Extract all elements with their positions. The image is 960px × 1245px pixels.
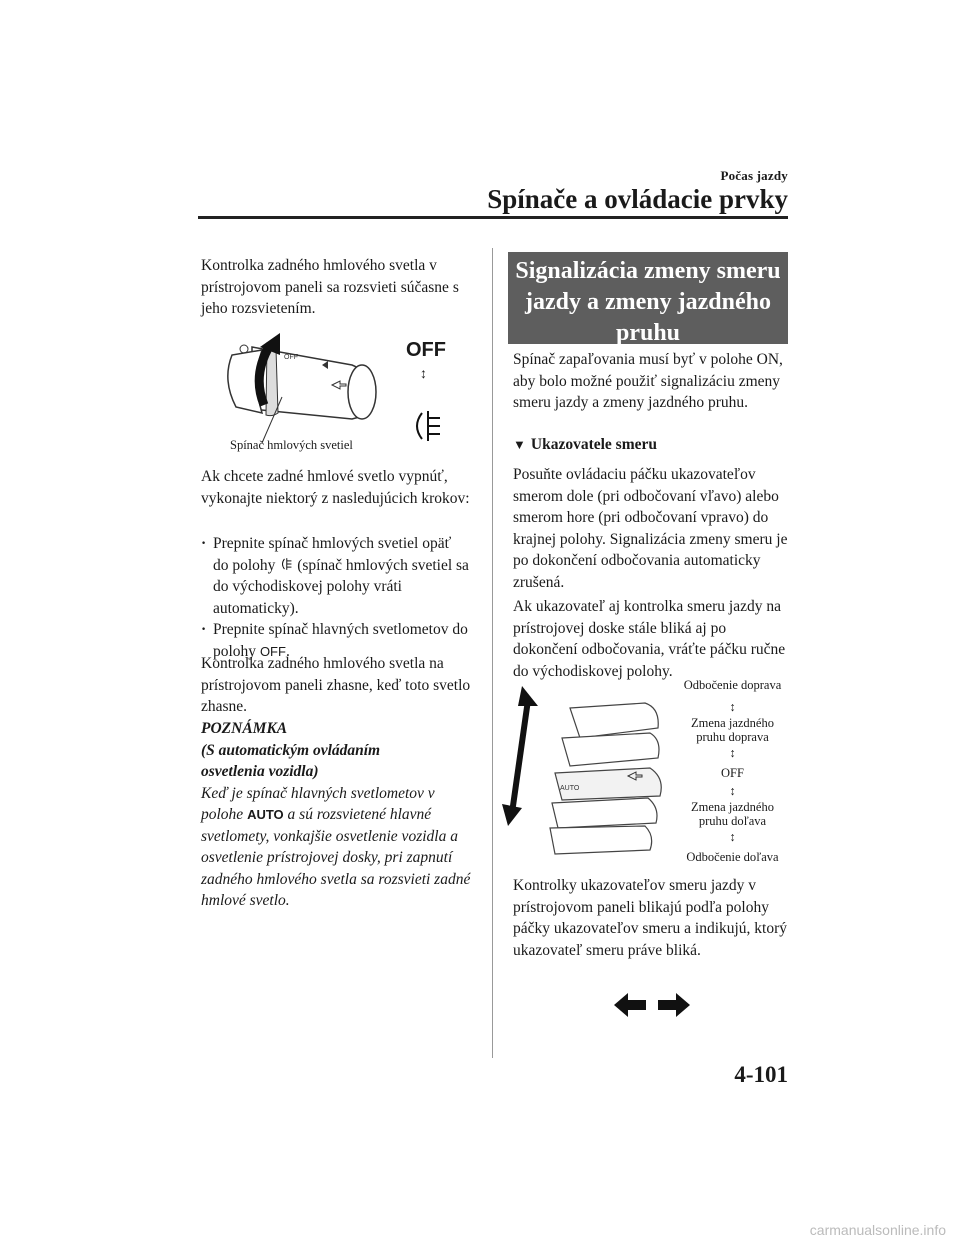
arrow-1: ↕ <box>729 700 736 714</box>
right-paragraph-3: Ak ukazovateľ aj kontrolka smeru jazdy na prístrojovej doske stále bliká aj po dokončení odbočovania, vráťte páčku ručne do východiskovej polohy. <box>513 598 786 680</box>
fig1-caption: Spínač hmlových svetiel <box>230 438 353 452</box>
turn-signal-figure <box>500 678 790 868</box>
note-sub-2: osvetlenia vozidla) <box>201 763 319 780</box>
page-number: 4-101 <box>734 1062 788 1087</box>
note-block <box>201 718 476 912</box>
rear-fog-light-icon <box>408 409 444 443</box>
note-sub-1: (S automatickým ovládaním <box>201 741 381 759</box>
label-lane-left: Zmena jazdného pruhu doľava <box>691 800 774 828</box>
arrow-4: ↕ <box>729 830 736 844</box>
fig1-off-label: OFF <box>406 339 446 361</box>
subheading-turn-signals: ▼ Ukazovatele smeru <box>513 436 657 453</box>
watermark: carmanualsonline.info <box>809 1222 946 1238</box>
rear-fog-inline-icon <box>279 557 293 571</box>
off-steps-list <box>201 533 469 662</box>
triangle-bullet-icon: ▼ <box>513 437 526 452</box>
right-paragraph-2: Posuňte ovládaciu páčku ukazovateľov smerom dole (pri odbočovaní vľavo) alebo smerom hore (pri odbočovaní vpravo) do krajnej polohy. Signalizácia zmeny smeru je po dokončení odbočovania automaticky zrušená. <box>513 466 788 591</box>
header-rule <box>198 216 788 219</box>
left-paragraph-2: Ak chcete zadné hmlové svetlo vypnúť, vykonajte niektorý z nasledujúcich krokov: <box>201 468 470 507</box>
list-item: · Prepnite spínač hmlových svetiel opäť do polohy (spínač hmlových svetiel sa do východiskovej polohy vráti automaticky). <box>201 533 469 619</box>
running-header-section: Počas jazdy <box>720 168 788 183</box>
svg-text:OFF: OFF <box>284 354 298 361</box>
fig1-updown-arrow: ↕ <box>420 367 427 382</box>
svg-text:AUTO: AUTO <box>560 785 580 792</box>
section-title-box: Signalizácia zmeny smeru jazdy a zmeny jazdného pruhu <box>508 252 788 344</box>
right-paragraph-1: Spínač zapaľovania musí byť v polohe ON, aby bolo možné použiť signalizáciu zmeny smeru jazdy a zmeny jazdného pruhu. <box>513 351 783 411</box>
note-title: POZNÁMKA <box>201 720 288 737</box>
label-turn-left: Odbočenie doľava <box>686 850 779 864</box>
arrow-3: ↕ <box>729 784 736 798</box>
turn-signal-illustration <box>500 678 670 868</box>
fog-switch-figure <box>222 325 462 460</box>
arrow-2: ↕ <box>729 746 736 760</box>
label-lane-right: Zmena jazdného pruhu doprava <box>691 716 774 744</box>
list-item: · Prepnite spínač hlavných svetlometov do polohy OFF. <box>201 619 469 662</box>
running-header-title: Spínače a ovládacie prvky <box>487 184 788 214</box>
note-body: Keď je spínač hlavných svetlometov v polohe AUTO a sú rozsvietené hlavné svetlomety, vonkajšie osvetlenie vozidla a osvetlenie prístrojovej dosky, pri zapnutí zadného hmlového svetla sa rozsvieti zadné hmlové svetlo. <box>201 784 471 909</box>
label-off: OFF <box>721 766 744 780</box>
turn-signal-arrows-icon <box>612 990 692 1020</box>
label-turn-right: Odbočenie doprava <box>683 678 782 692</box>
column-divider <box>492 248 493 1058</box>
left-paragraph-1: Kontrolka zadného hmlového svetla v prístrojovom paneli sa rozsvieti súčasne s jeho rozsvietením. <box>201 257 459 317</box>
left-paragraph-3: Kontrolka zadného hmlového svetla na prístrojovom paneli zhasne, keď toto svetlo zhasne. <box>201 655 471 715</box>
right-paragraph-4: Kontrolky ukazovateľov smeru jazdy v prístrojovom paneli blikajú podľa polohy páčky ukazovateľov smeru a indikujú, ktorý ukazovateľ smeru práve bliká. <box>513 877 788 959</box>
